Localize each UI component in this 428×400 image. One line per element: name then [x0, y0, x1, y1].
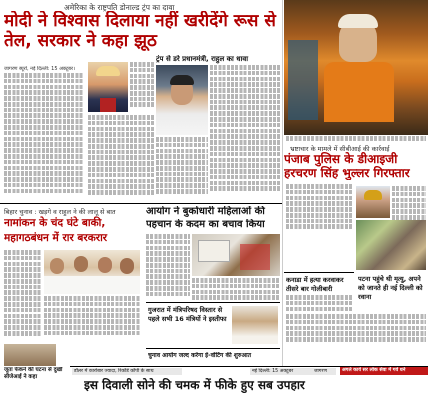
bottom-bar-tag1: नई दिल्ली: 15 अक्टूबर — [250, 368, 314, 375]
mid-center-kicker: आयोग ने बुर्काधारी महिलाओं की — [146, 206, 265, 217]
mid-left-body-col2 — [44, 296, 140, 342]
bottom-bar-left-label: डॉलर में कारोबार ज्यादा, रिकॉर्ड कॉपी के साथ — [72, 368, 182, 375]
right-top-kicker: भ्रष्टाचार के मामले में सीबीआई की कार्रवाई — [290, 145, 390, 153]
top-story-body-col2 — [88, 115, 154, 201]
top-story-kicker: अमेरिका के राष्ट्रपति डोनाल्ड ट्रंप का दावा — [64, 3, 175, 12]
patna-story-box — [356, 272, 428, 312]
top-story-sidebar-col — [130, 62, 154, 112]
top-story-body-col3 — [156, 137, 208, 201]
right-top-body-col1 — [286, 184, 352, 232]
voting-photo — [192, 234, 280, 276]
lower-right2-headline: पटना पहुंचे थी मृत्यु, अपने को जानते ही नई दिल्ली को रवाना — [358, 275, 423, 301]
trump-photo — [88, 62, 128, 112]
lower-right1-headline: कनाडा में हत्या करवाकर तीसरे बार गोलीबारी — [286, 276, 344, 293]
dig-photo-caption — [286, 136, 426, 144]
top-story-dateline: जागरण ब्यूरो, नई दिल्ली: 15 अक्टूबर। — [4, 66, 75, 72]
mid-left-kicker: बिहार चुनाव : खड़गे व राहुल ने की लालू से बात — [4, 208, 116, 216]
bottom-left-photo — [4, 344, 56, 366]
gujarat-photo — [232, 306, 278, 344]
gujarat-story-box — [146, 302, 280, 349]
rahul-photo — [156, 65, 208, 135]
top-story-subhead: ट्रंप से डरे प्रधानमंत्री, राहुल का धावा — [156, 55, 249, 63]
bottom-left-headline: जूता फेंकने की घटना से दुखी सीजेआई ने कहा — [4, 367, 63, 380]
top-story-body-col4 — [210, 65, 280, 201]
mid-center-body-col1 — [146, 234, 190, 302]
dig-portrait-photo — [356, 186, 390, 218]
mid-left-body — [4, 250, 42, 342]
top-story-headline-line1 — [4, 11, 280, 51]
bottom-bar-tag2: जागरण — [312, 368, 336, 375]
lower-center2-headline: चुनाव आयोग जल्द करेगा ई-वोटिंग की शुरुआत — [148, 352, 251, 359]
canada-story-box — [284, 272, 354, 313]
mahagathbandhan-photo — [44, 250, 140, 294]
section-divider-1 — [0, 203, 282, 204]
top-story-headline: मोदी ने विश्वास दिलाया नहीं खरीदेंगे रूस से तेल, सरकार ने कहा झूठ — [4, 11, 276, 51]
bottom-story-headline: इस दिवाली सोने की चमक में फीके हुए सब उपहार — [84, 378, 305, 392]
cash-seizure-photo — [356, 220, 426, 270]
dig-arrest-photo — [284, 0, 428, 135]
canada-story-body — [286, 295, 352, 311]
top-right-border — [282, 0, 283, 366]
bottom-right-teaser: अगले कार्य सर लोक सेवा में गर्व धने — [340, 367, 428, 375]
mid-left-headline: नामांकन के चंद घंटे बाकी, महागठबंधन में रार बरकरार — [4, 217, 108, 244]
right-top-headline: पंजाब पुलिस के डीआइजी हरचरण सिंह भुल्लर गिरफ्तार — [284, 152, 410, 180]
lower-center-headline: गुजरात में मंत्रिपरिषद विस्तार से पहले सभी 16 मंत्रियों ने इस्तीफा — [148, 306, 227, 323]
lower-right-body — [286, 314, 426, 344]
top-story-body-col1 — [4, 73, 84, 201]
mid-center-body-col2 — [192, 278, 280, 302]
mid-center-headline: पहचान के कदम का बचाव किया — [146, 219, 265, 230]
